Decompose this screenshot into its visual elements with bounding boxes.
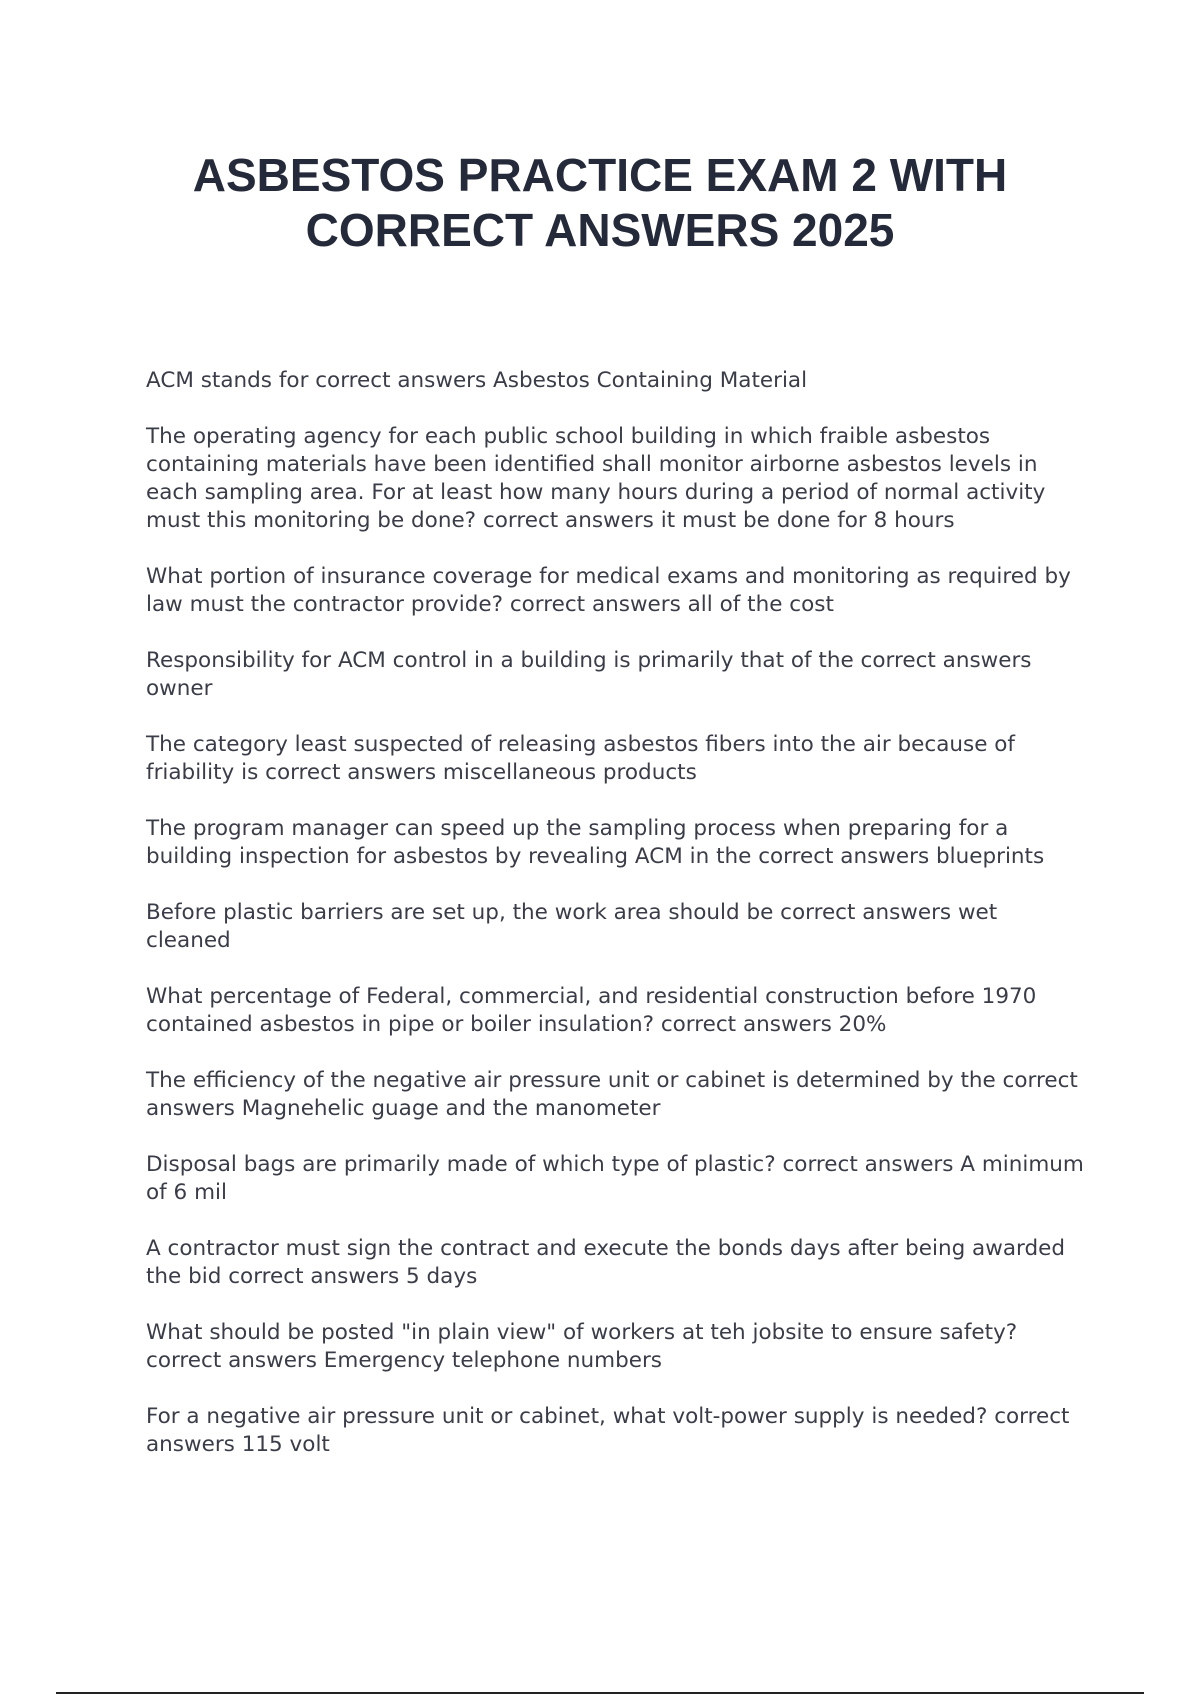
document-title: ASBESTOS PRACTICE EXAM 2 WITH CORRECT ANSWERS 2025 <box>192 149 1008 256</box>
question-answer-item: Responsibility for ACM control in a building is primarily that of the correct answers owner <box>146 648 1032 701</box>
question-answer-item: A contractor must sign the contract and execute the bonds days after being awarded the bid correct answers 5 days <box>146 1236 1065 1289</box>
footer-divider <box>56 1692 1144 1694</box>
question-answer-item: What percentage of Federal, commercial, and residential construction before 1970 contained asbestos in pipe or boiler insulation? correct answers 20% <box>146 984 1037 1037</box>
question-answer-list <box>146 367 1086 1487</box>
question-answer-item: The category least suspected of releasing asbestos fibers into the air because of friability is correct answers miscellaneous products <box>146 732 1015 785</box>
question-answer-item: ACM stands for correct answers Asbestos Containing Material <box>146 368 808 393</box>
question-answer-item: The operating agency for each public school building in which fraible asbestos containing materials have been identified shall monitor airborne asbestos levels in each sampling area. For at least how many hours during a period of normal activity must this monitoring be done? correct answers it must be done for 8 hours <box>146 424 1046 533</box>
question-answer-item: Before plastic barriers are set up, the work area should be correct answers wet cleaned <box>146 900 998 953</box>
question-answer-item: The program manager can speed up the sampling process when preparing for a building inspection for asbestos by revealing ACM in the correct answers blueprints <box>146 816 1045 869</box>
question-answer-item: What portion of insurance coverage for medical exams and monitoring as required by law must the contractor provide? correct answers all of the cost <box>146 564 1071 617</box>
question-answer-item: What should be posted "in plain view" of workers at teh jobsite to ensure safety? correct answers Emergency telephone numbers <box>146 1320 1018 1373</box>
question-answer-item: The efficiency of the negative air pressure unit or cabinet is determined by the correct answers Magnehelic guage and the manometer <box>146 1068 1078 1121</box>
question-answer-item: For a negative air pressure unit or cabinet, what volt-power supply is needed? correct answers 115 volt <box>146 1404 1070 1457</box>
question-answer-item: Disposal bags are primarily made of which type of plastic? correct answers A minimum of 6 mil <box>146 1152 1084 1205</box>
